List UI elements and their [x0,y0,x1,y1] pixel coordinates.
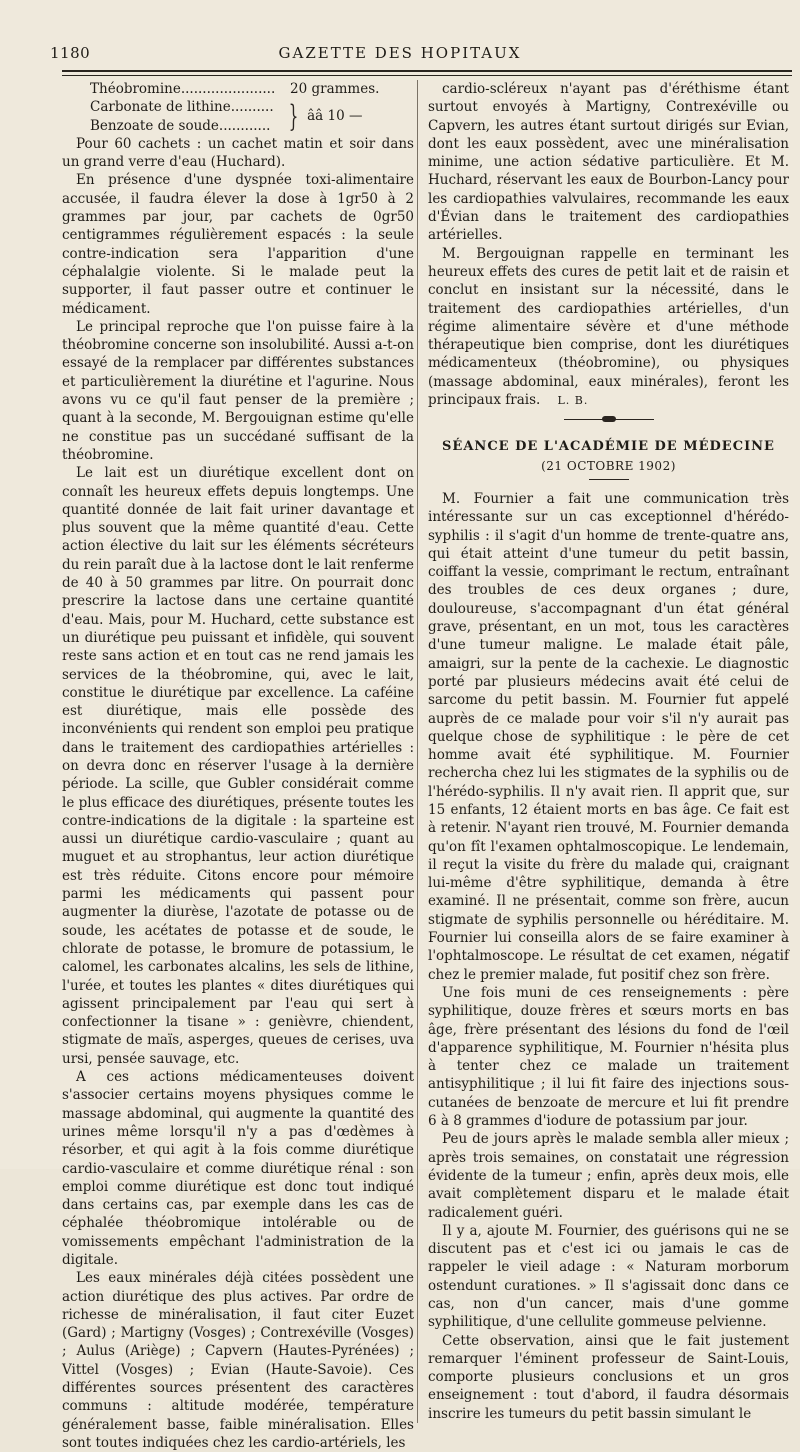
prescription-line [90,80,414,98]
paragraph: M. Fournier a fait une communication très intéressante sur un cas exceptionnel d'hérédo-syphilis : il s'agit d'un homme de trente-quatre ans, qui était atteint d'une tumeur du petit bassin, coiffant la vessie, comprimant le rectum, entraînant des troubles de ces deux organes ; dure, douloureuse, s'accompagnant d'un état général grave, présentant, en un mot, tous les caractères d'une tumeur maligne. Le malade était pâle, amaigri, sur la pente de la cachexie. Le diagnostic porté par plusieurs médecins avait été celui de sarcome du petit bassin. M. Fournier fut appelé auprès de ce malade pour voir s'il n'y aurait pas quelque chose de syphilitique : le père de cet homme avait été syphilitique. M. Fournier rechercha chez lui les stigmates de la syphilis ou de l'hérédo-syphilis. Il n'y avait rien. Il apprit que, sur 15 enfants, 12 étaient morts en bas âge. Ce fait est à retenir. N'ayant rien trouvé, M. Fournier demanda qu'on fît l'examen ophtalmoscopique. Le lendemain, il reçut la visite du frère du malade qui, craignant lui-même d'être syphilitique, demanda à être examiné. Il ne présentait, comme son frère, aucun stigmate de syphilis personnelle ou héréditaire. M. Fournier lui conseilla alors de se faire examiner à l'ophtalmoscope. Le résultat de cet examen, négatif chez le premier malade, fut positif chez son frère. [428,490,789,983]
ingredient-quantity: 20 grammes. [290,81,380,97]
author-signature: L. B. [557,394,589,408]
paragraph: Peu de jours après le malade sembla aller mieux ; après trois semaines, on constatait une régression évidente de la tumeur ; enfin, après deux mois, elle avait complètement disparu et le malade était radicalement guéri. [428,1131,789,1221]
paragraph: Une fois muni de ces renseignements : père syphilitique, douze frères et sœurs morts en bas âge, frère présentant des lésions du fond de l'œil d'apparence syphilitique, M. Fournier n'hésita plus à tenter chez ce malade un traitement antisyphilitique ; il lui fit faire des injections sous-cutanées de benzoate de mercure et lui fit prendre 6 à 8 grammes d'iodure de potassium par jour. [428,984,789,1130]
paragraph: Il y a, ajoute M. Fournier, des guérisons qui ne se discutent pas et c'est ici ou jamais le cas de rappeler le vieil adage : « Naturam morborum ostendunt curationes. » Il s'agissait donc dans ce cas, non d'un cancer, mais d'une gomme syphilitique, d'une cellulite gommeuse pelvienne. [428,1222,789,1331]
ingredient-theobromine: Théobromine...................... [90,81,276,97]
ingredient-lithium-carbonate: Carbonate de lithine.......... [90,99,274,116]
left-column [62,80,414,1452]
running-title: GAZETTE DES HOPITAUX [278,44,522,62]
paragraph: A ces actions médicamenteuses doivent s'associer certains moyens physiques comme le massage abdominal, qui augmente la quantité des urines même lorsqu'il n'y a pas d'œdèmes à résorber, et qui agit à la fois comme diurétique cardio-vasculaire et comme diurétique rénal : son emploi comme diurétique est donc tout indiqué dans certains cas, par exemple dans les cas de céphalée théobromique intolérable ou de vomissements empêchant l'administration de la digitale. [62,1069,414,1268]
running-head [0,40,800,64]
brace-glyph: } [288,98,299,134]
section-rule [589,479,629,480]
prescription [90,80,414,135]
paragraph: En présence d'une dyspnée toxi-alimentaire accusée, il faudra élever la dose à 1gr50 à 2 grammes par jour, par cachets de 0gr50 centigrammes régulièrement espacés : la seule contre-indication sera l'apparition d'une céphalalgie violente. Si le malade peut la supporter, il faut passer outre et continuer le médicament. [62,172,414,317]
paragraph: Le principal reproche que l'on puisse faire à la théobromine concerne son insolubilité. Aussi a-t-on essayé de la remplacer par différentes substances et particulièrement la diurétine et l'agurine. Nous avons vu ce qu'il faut penser de la première ; quant à la seconde, M. Bergouignan estime qu'elle ne constitue pas un succédané suffisant de la théobromine. [62,318,414,463]
page-number: 1180 [50,44,91,62]
paragraph: Les eaux minérales déjà citées possèdent une action diurétique des plus actives. Par ordre de richesse de minéralisation, il faut citer Euzet (Gard) ; Martigny (Vosges) ; Contrexéville (Vosges) ; Aulus (Ariège) ; Capvern (Hautes-Pyrénées) ; Vittel (Vosges) ; Evian (Haute-Savoie). Ces différentes sources présentent des caractères communs : altitude modérée, température généralement basse, faible minéralisation. Elles sont toutes indiquées chez les cardio-artériels, les [62,1270,414,1451]
paragraph: Pour 60 cachets : un cachet matin et soir dans un grand verre d'eau (Huchard). [62,135,414,171]
ingredient-quantity-shared: ââ 10 — [307,108,363,125]
section-title: SÉANCE DE L'ACADÉMIE DE MÉDECINE [442,439,775,455]
ingredient-sodium-benzoate: Benzoate de soude............ [90,117,271,134]
header-rule-thin [62,75,792,76]
header-rule-thick [62,70,792,72]
paragraph [428,245,789,411]
ornamental-divider [564,414,654,424]
paragraph: cardio-scléreux n'ayant pas d'éréthisme étant surtout envoyés à Martigny, Contrexéville ou Capvern, les autres étant surtout dirigés sur Evian, dont les eaux possèdent, avec une minéralisation minime, une action sédative particulière. Et M. Huchard, réservant les eaux de Bourbon-Lancy pour les cardiopathies valvulaires, recommande les eaux d'Évian dans le traitement des cardiopathies artérielles. [428,81,789,244]
paragraph: Cette observation, ainsi que le fait justement remarquer l'éminent professeur de Saint-Louis, comporte plusieurs conclusions et un gros enseignement : tout d'abord, il faudra désormais inscrire les tumeurs du petit bassin simulant le [428,1332,789,1422]
prescription-brace-group [90,98,414,135]
section-date: (21 OCTOBRE 1902) [541,458,676,473]
paragraph: Le lait est un diurétique excellent dont on connaît les heureux effets depuis longtemps. Une quantité donnée de lait fait uriner davantage et plus souvent que la même quantité d'eau. Cette action élective du lait sur les éléments sécréteurs du rein paraît due à la lactose dont le lait renferme de 40 à 50 grammes par litre. On pourrait donc prescrire la lactose dans une certaine quantité d'eau. Mais, pour M. Huchard, cette substance est un diurétique peu puissant et infidèle, qui souvent reste sans action et en tout cas ne rend jamais les services de la théobromine, qui, avec le lait, constitue le diurétique par excellence. La caféine est diurétique, mais elle possède des inconvénients qui rendent son emploi peu pratique dans le traitement des cardiopathies artérielles : on devra donc en réserver l'usage à la dernière période. La scille, que Gubler considérait comme le plus efficace des diurétiques, présente toutes les contre-indications de la digitale : la sparteine est aussi un diurétique cardio-vasculaire ; quant au muguet et au strophantus, leur action diurétique est très réduite. Citons encore pour mémoire parmi les médicaments qui passent pour augmenter la diurèse, l'azotate de potasse ou de soude, les acétates de potasse et de soude, le chlorate de potasse, le bromure de potassium, le calomel, les carbonates alcalins, les sels de lithine, l'urée, et toutes les plantes « dites diurétiques qui agissent principalement par l'eau qui sert à confectionner la tisane » : genièvre, chiendent, stigmate de maïs, asperges, queues de cerises, uva ursi, pensée sauvage, etc. [62,465,414,1067]
paragraph-text: M. Bergouignan rappelle en terminant les heureux effets des cures de petit lait et de raisin et conclut en insistant sur la nécessité, dans le traitement des cardiopathies artérielles, d'un régime alimentaire sévère et d'une méthode thérapeutique bien comprise, dont les diurétiques médicamenteux (théobromine), ou physiques (massage abdominal, eaux minérales), feront les principaux frais. [428,245,789,409]
right-column [417,80,789,1423]
